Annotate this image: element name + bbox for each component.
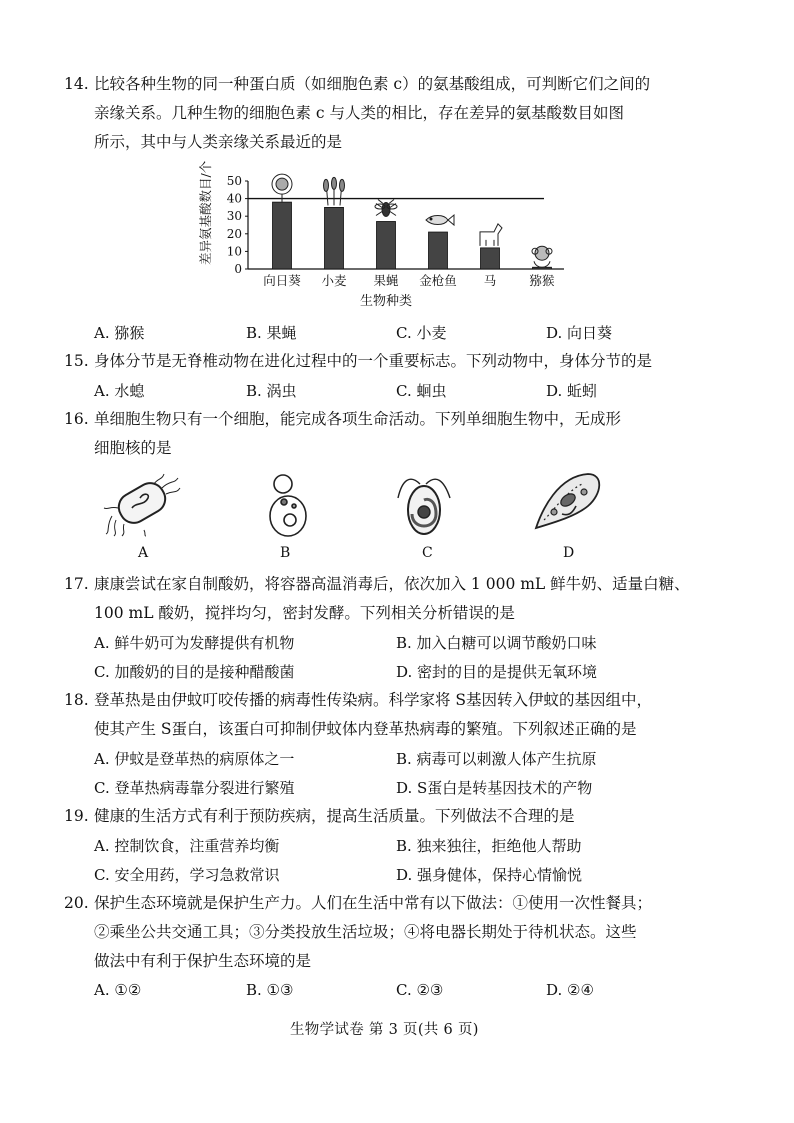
y-tick-label: 30 [226,209,242,224]
q15-option-b[interactable]: B. 涡虫 [246,382,297,400]
q16-option-d[interactable]: D [563,545,575,561]
bacterium-figure [104,474,180,536]
q17-option-b[interactable]: B. 加入白糖可以调节酸奶口味 [396,634,597,652]
q14-line2: 亲缘关系。几种生物的细胞色素 c 与人类的相比，存在差异的氨基酸数目如图 [94,104,625,122]
q14-option-c[interactable]: C. 小麦 [396,324,447,342]
q18-option-d[interactable]: D. S蛋白是转基因技术的产物 [396,779,593,797]
bar-1 [273,202,292,269]
q17-option-d[interactable]: D. 密封的目的是提供无氧环境 [396,663,598,681]
q20-line1: 20. 保护生态环境就是保护生产力。人们在生活中常有以下做法：①使用一次性餐具； [64,894,653,912]
horse-icon [480,224,502,246]
q20-option-c[interactable]: C. ②③ [396,981,444,999]
q16-line2: 细胞核的是 [94,439,172,457]
q19-option-a[interactable]: A. 控制饮食，注重营养均衡 [94,837,280,855]
q14-option-d[interactable]: D. 向日葵 [546,324,613,342]
q14-line1: 14. 比较各种生物的同一种蛋白质（如细胞色素 c）的氨基酸组成，可判断它们之间的 [64,75,651,93]
q18-option-b[interactable]: B. 病毒可以刺激人体产生抗原 [396,750,597,768]
q15-option-a[interactable]: A. 水螅 [94,382,145,400]
category-label: 果蝇 [373,273,399,288]
y-tick-label: 40 [226,191,242,206]
tuna-icon [426,215,454,225]
q14-option-b[interactable]: B. 果蝇 [246,324,297,342]
y-tick-label: 10 [226,244,242,259]
q20-option-b[interactable]: B. ①③ [246,981,294,999]
q15-option-d[interactable]: D. 蚯蚓 [546,382,598,400]
q16-option-b[interactable]: B [280,545,291,561]
q19-option-d[interactable]: D. 强身健体，保持心情愉悦 [396,866,583,884]
q16-option-c[interactable]: C [422,545,433,561]
q18-line1: 18. 登革热是由伊蚊叮咬传播的病毒性传染病。科学家将 S基因转入伊蚊的基因组中， [64,691,653,709]
q16-option-a[interactable]: A [138,545,149,561]
y-tick-label: 0 [234,262,242,276]
category-label: 猕猴 [529,273,555,288]
y-axis-title: 差异氨基酸数目/个 [198,160,213,265]
bar-chart [196,160,555,314]
fruit-fly-icon [375,199,397,216]
monkey-icon [532,246,552,267]
q14-line3: 所示，其中与人类亲缘关系最近的是 [94,133,343,151]
q14-option-a[interactable]: A. 猕猴 [94,324,145,342]
paramecium-figure [532,470,604,534]
q20-option-a[interactable]: A. ①② [94,981,142,999]
q20-line3: 做法中有利于保护生态环境的是 [94,952,312,970]
q18-line2: 使其产生 S蛋白，该蛋白可抑制伊蚊体内登革热病毒的繁殖。下列叙述正确的是 [94,720,637,738]
page-footer: 生物学试卷 第 3 页(共 6 页) [290,1022,479,1038]
category-label: 金枪鱼 [419,273,457,288]
bar-4 [429,232,448,269]
bar-5 [481,248,500,269]
x-axis-title: 生物种类 [359,294,413,309]
q19-option-c[interactable]: C. 安全用药，学习急救常识 [94,866,280,884]
q17-line2: 100 mL 酸奶，搅拌均匀，密封发酵。下列相关分析错误的是 [94,604,515,622]
bar-2 [325,207,344,269]
q20-option-d[interactable]: D. ②④ [546,981,594,999]
q15-line1: 15. 身体分节是无脊椎动物在进化过程中的一个重要标志。下列动物中，身体分节的是 [64,352,653,370]
q20-line2: ②乘坐公共交通工具；③分类投放生活垃圾；④将电器长期处于待机状态。这些 [94,923,637,941]
q15-option-c[interactable]: C. 蛔虫 [396,382,447,400]
chlamydomonas-figure [396,470,452,542]
q17-option-c[interactable]: C. 加酸奶的目的是接种醋酸菌 [94,663,295,681]
q19-option-b[interactable]: B. 独来独往，拒绝他人帮助 [396,837,582,855]
q18-option-a[interactable]: A. 伊蚊是登革热的病原体之一 [94,750,295,768]
q18-option-c[interactable]: C. 登革热病毒靠分裂进行繁殖 [94,779,295,797]
category-label: 小麦 [321,273,347,288]
q17-line1: 17. 康康尝试在家自制酸奶，将容器高温消毒后，依次加入 1 000 mL 鲜牛奶、适量白糖、 [64,575,690,593]
bar-3 [377,221,396,269]
wheat-icon [324,177,345,205]
category-label: 向日葵 [263,273,301,288]
q16-line1: 16. 单细胞生物只有一个细胞，能完成各项生命活动。下列单细胞生物中，无成形 [64,410,622,428]
q17-option-a[interactable]: A. 鲜牛奶可为发酵提供有机物 [94,634,295,652]
category-label: 马 [483,273,497,288]
y-tick-label: 20 [226,226,242,241]
y-tick-label: 50 [226,174,242,188]
yeast-figure [266,470,310,540]
q19-line1: 19. 健康的生活方式有利于预防疾病，提高生活质量。下列做法不合理的是 [64,807,575,825]
